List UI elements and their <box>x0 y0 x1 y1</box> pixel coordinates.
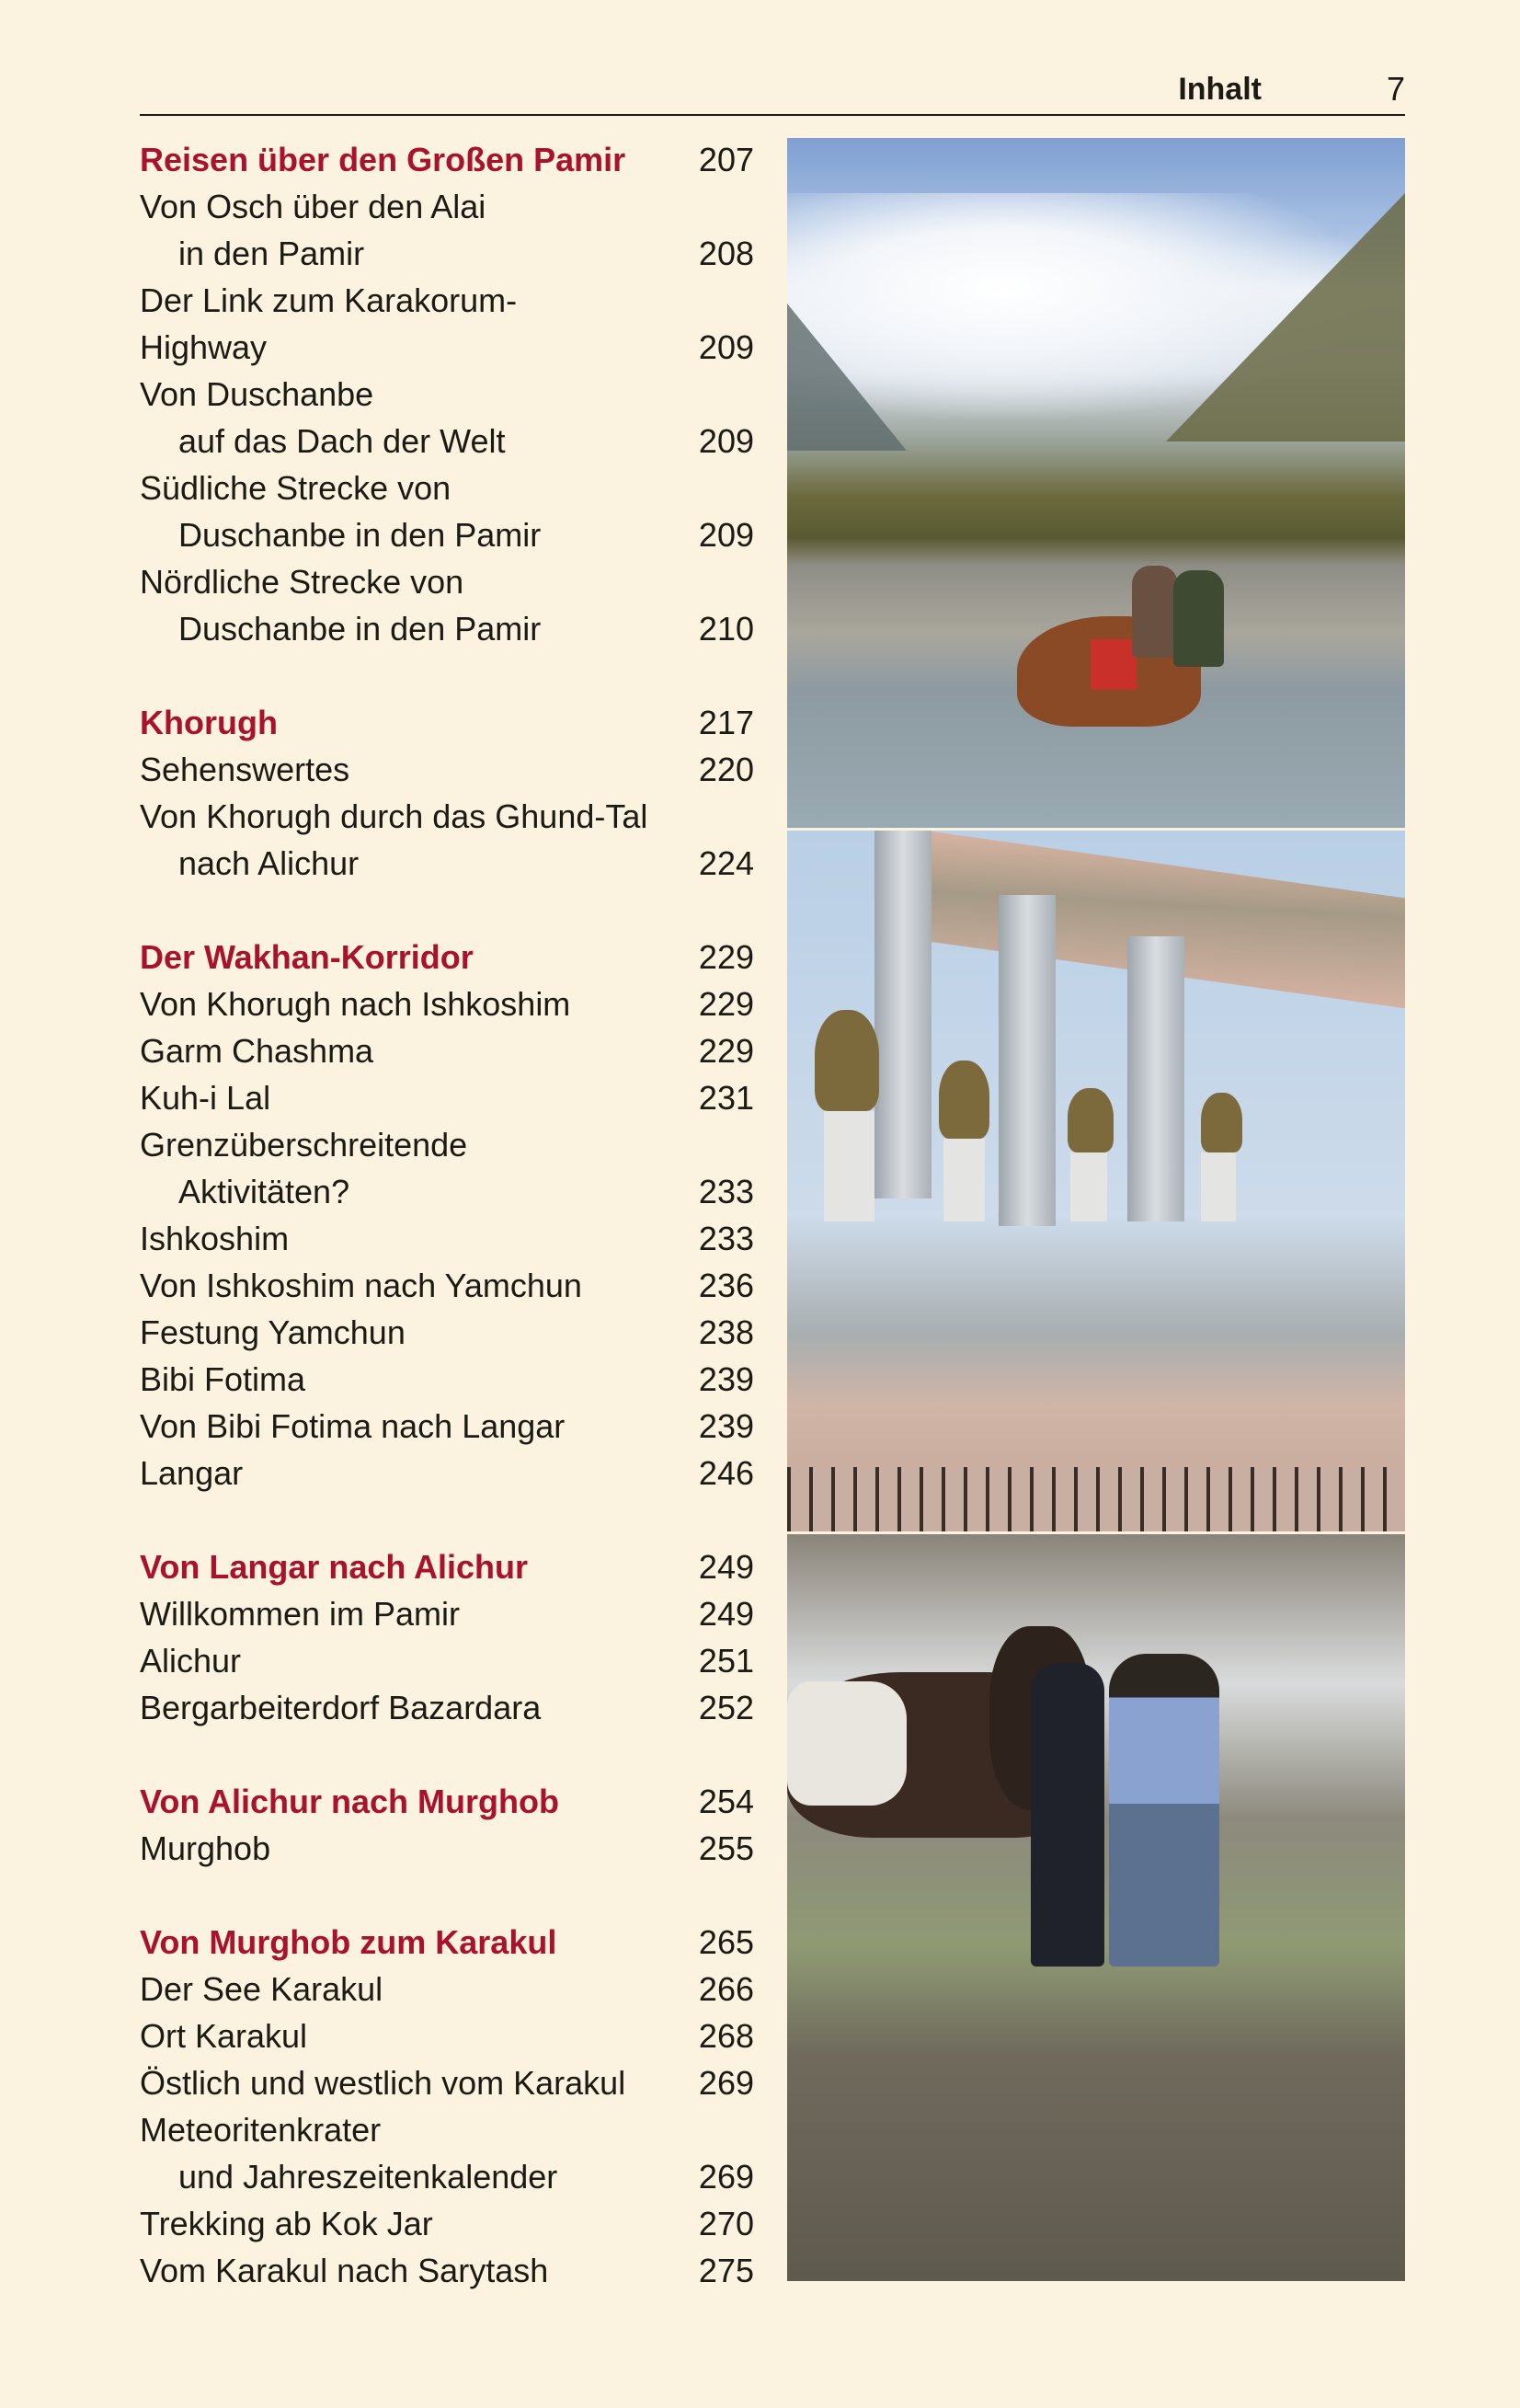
photo-mountain-horse-riders <box>787 138 1405 828</box>
entry-title: Von Duschanbe <box>140 375 374 413</box>
pedestal-shape <box>1201 1152 1236 1221</box>
toc-entry-cont[interactable] <box>140 605 754 652</box>
toc-chapter[interactable] <box>140 1919 754 1966</box>
chapter-title: Von Murghob zum Karakul <box>140 1923 557 1961</box>
toc-entry[interactable] <box>140 1027 754 1074</box>
page-ref: 269 <box>698 2064 754 2102</box>
toc-entry-cont[interactable] <box>140 324 754 371</box>
toc-entry[interactable] <box>140 1590 754 1637</box>
chapter-title: Reisen über den Großen Pamir <box>140 141 626 178</box>
toc-entry-cont[interactable] <box>140 511 754 558</box>
chapter-title: Der Wakhan-Korridor <box>140 938 474 976</box>
toc-chapter[interactable] <box>140 1543 754 1590</box>
spacer <box>140 1496 754 1543</box>
entry-title: Von Ishkoshim nach Yamchun <box>140 1267 582 1304</box>
page-ref: 239 <box>698 1407 754 1445</box>
page-ref: 249 <box>698 1595 754 1633</box>
toc-chapter[interactable] <box>140 1778 754 1825</box>
spacer <box>140 1872 754 1919</box>
boy-shape <box>1031 1663 1104 1967</box>
toc-entry[interactable] <box>140 1684 754 1731</box>
toc-entry[interactable] <box>140 183 754 230</box>
entry-title: und Jahreszeitenkalender <box>178 2158 558 2196</box>
pedestal-shape <box>1070 1152 1107 1221</box>
page-ref: 233 <box>698 1173 754 1210</box>
bust-shape <box>1068 1088 1114 1152</box>
toc-entry[interactable] <box>140 1074 754 1121</box>
toc-entry-cont[interactable] <box>140 230 754 277</box>
entry-title: Ishkoshim <box>140 1220 290 1257</box>
toc-entry[interactable] <box>140 1215 754 1262</box>
toc-entry[interactable] <box>140 1121 754 1168</box>
toc-entry[interactable] <box>140 1450 754 1496</box>
toc-entry[interactable] <box>140 1309 754 1356</box>
entry-title: in den Pamir <box>178 235 365 272</box>
column-shape <box>1127 936 1184 1221</box>
entry-title: Ort Karakul <box>140 2017 308 2055</box>
toc-chapter[interactable] <box>140 136 754 183</box>
entry-title: Vom Karakul nach Sarytash <box>140 2252 549 2289</box>
page-ref: 229 <box>698 1032 754 1070</box>
chapter-title: Von Langar nach Alichur <box>140 1548 529 1586</box>
page-ref: 209 <box>698 516 754 554</box>
toc-entry[interactable] <box>140 277 754 324</box>
toc-chapter[interactable] <box>140 934 754 980</box>
page-ref: 251 <box>698 1642 754 1680</box>
column-shape <box>999 895 1056 1226</box>
rider-shape <box>1132 566 1178 658</box>
toc-entry[interactable] <box>140 1966 754 2012</box>
toc-entry[interactable] <box>140 2012 754 2059</box>
toc-entry[interactable] <box>140 371 754 418</box>
page-ref: 209 <box>698 422 754 460</box>
saddle-shape <box>1091 639 1137 690</box>
page-ref: 249 <box>698 1548 754 1586</box>
page-number: 7 <box>1386 70 1405 108</box>
page-ref: 229 <box>698 985 754 1023</box>
toc-entry[interactable] <box>140 2106 754 2153</box>
section-title: Inhalt <box>1178 72 1262 107</box>
toc-entry[interactable] <box>140 746 754 793</box>
page-ref: 208 <box>698 235 754 272</box>
photo-column <box>787 138 1405 2284</box>
entry-title: Garm Chashma <box>140 1032 374 1070</box>
page-ref: 252 <box>698 1689 754 1726</box>
toc-chapter[interactable] <box>140 699 754 746</box>
photo-colonnade-busts <box>787 831 1405 1531</box>
entry-title: Sehenswertes <box>140 751 350 788</box>
entry-title: Von Khorugh nach Ishkoshim <box>140 985 571 1023</box>
entry-title: Nördliche Strecke von <box>140 563 464 601</box>
page-ref: 266 <box>698 1970 754 2008</box>
entry-title: Highway <box>140 328 268 366</box>
pedestal-shape <box>824 1111 874 1221</box>
entry-title: Duschanbe in den Pamir <box>178 516 542 554</box>
page-ref: 220 <box>698 751 754 788</box>
page-ref: 231 <box>698 1079 754 1117</box>
page-ref: 275 <box>698 2252 754 2289</box>
ridge-right-shape <box>1166 193 1405 441</box>
spacer <box>140 1731 754 1778</box>
page-ref: 236 <box>698 1267 754 1304</box>
toc-entry-cont[interactable] <box>140 840 754 887</box>
entry-title: Langar <box>140 1454 244 1492</box>
entry-title: auf das Dach der Welt <box>178 422 506 460</box>
entry-title: Aktivitäten? <box>178 1173 350 1210</box>
column-shape <box>874 831 931 1198</box>
railing-shape <box>787 1467 1405 1531</box>
page-ref: 246 <box>698 1454 754 1492</box>
toc-entry-cont[interactable] <box>140 1168 754 1215</box>
page-ref: 254 <box>698 1783 754 1820</box>
bust-shape <box>815 1010 879 1111</box>
page-ref: 268 <box>698 2017 754 2055</box>
entry-title: Grenzüberschreitende <box>140 1126 468 1164</box>
photo-boys-donkey <box>787 1534 1405 2281</box>
page-ref: 207 <box>698 141 754 178</box>
entry-title: Bibi Fotima <box>140 1360 306 1398</box>
spacer <box>140 652 754 699</box>
entry-title: Trekking ab Kok Jar <box>140 2205 433 2242</box>
entry-title: Östlich und westlich vom Karakul <box>140 2064 626 2102</box>
entry-title: Meteoritenkrater <box>140 2111 382 2149</box>
page-ref: 229 <box>698 938 754 976</box>
toc-entry[interactable] <box>140 1356 754 1403</box>
toc-entry[interactable] <box>140 793 754 840</box>
entry-title: Duschanbe in den Pamir <box>178 610 542 648</box>
toc-entry[interactable] <box>140 1825 754 1872</box>
table-of-contents <box>140 136 754 2294</box>
entry-title: Kuh-i Lal <box>140 1079 271 1117</box>
entry-title: Murghob <box>140 1829 271 1867</box>
entry-title: Festung Yamchun <box>140 1313 406 1351</box>
rider-shape <box>1173 570 1224 667</box>
pack-shape <box>787 1681 907 1806</box>
page-header <box>140 66 1405 116</box>
ridge-left-shape <box>787 304 907 451</box>
toc-entry[interactable] <box>140 464 754 511</box>
toc-entry[interactable] <box>140 2059 754 2106</box>
page-ref: 239 <box>698 1360 754 1398</box>
toc-entry[interactable] <box>140 980 754 1027</box>
toc-entry[interactable] <box>140 1262 754 1309</box>
entry-title: Von Osch über den Alai <box>140 188 486 225</box>
entry-title: Von Khorugh durch das Ghund-Tal <box>140 797 648 835</box>
page-ref: 269 <box>698 2158 754 2196</box>
pedestal-shape <box>943 1139 985 1221</box>
entry-title: Willkommen im Pamir <box>140 1595 461 1633</box>
toc-entry[interactable] <box>140 1637 754 1684</box>
toc-entry[interactable] <box>140 2247 754 2294</box>
entry-title: Südliche Strecke von <box>140 469 451 507</box>
entry-title: Bergarbeiterdorf Bazardara <box>140 1689 542 1726</box>
entry-title: Der Link zum Karakorum- <box>140 281 518 319</box>
bust-shape <box>1201 1093 1242 1152</box>
page-ref: 210 <box>698 610 754 648</box>
page-ref: 265 <box>698 1923 754 1961</box>
page-ref: 224 <box>698 844 754 882</box>
spacer <box>140 887 754 934</box>
page-ref: 255 <box>698 1829 754 1867</box>
toc-entry-cont[interactable] <box>140 2153 754 2200</box>
toc-entry[interactable] <box>140 2200 754 2247</box>
toc-entry-cont[interactable] <box>140 418 754 464</box>
chapter-title: Von Alichur nach Murghob <box>140 1783 559 1820</box>
page-ref: 233 <box>698 1220 754 1257</box>
page-ref: 238 <box>698 1313 754 1351</box>
chapter-title: Khorugh <box>140 704 278 741</box>
toc-entry[interactable] <box>140 558 754 605</box>
entry-title: Alichur <box>140 1642 242 1680</box>
entry-title: Von Bibi Fotima nach Langar <box>140 1407 566 1445</box>
entry-title: Der See Karakul <box>140 1970 383 2008</box>
entry-title: nach Alichur <box>178 844 360 882</box>
boy-shape <box>1109 1654 1219 1967</box>
page-ref: 217 <box>698 704 754 741</box>
bust-shape <box>939 1061 989 1139</box>
toc-entry[interactable] <box>140 1403 754 1450</box>
page-ref: 209 <box>698 328 754 366</box>
page-ref: 270 <box>698 2205 754 2242</box>
